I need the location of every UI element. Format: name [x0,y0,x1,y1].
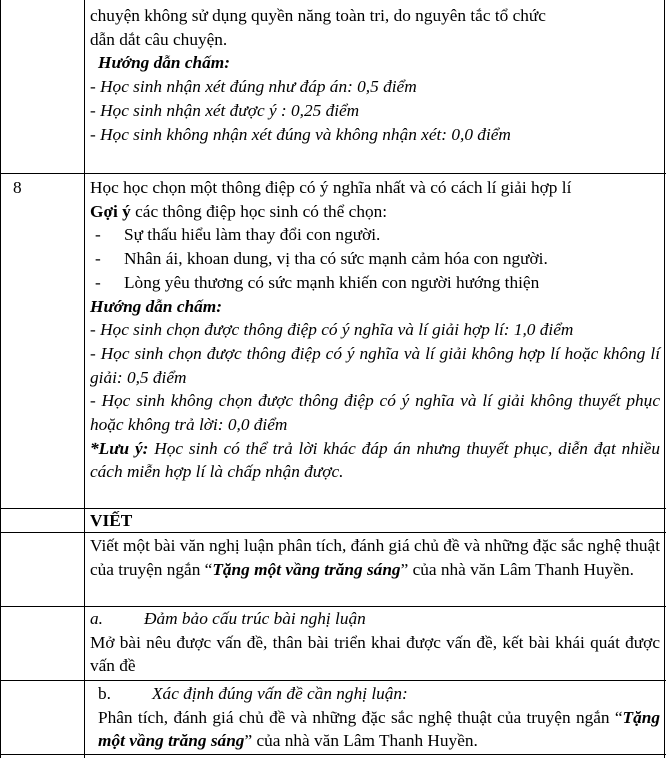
grading-criterion: - Học sinh nhận xét được ý : 0,25 điểm [90,100,360,120]
writing-task-text: ” của nhà văn Lâm Thanh Huyền. [400,559,634,579]
table-column-divider [84,0,85,758]
bullet-marker: - [95,249,101,269]
criterion-b-cell [90,682,660,753]
grading-criterion: - Học sinh nhận xét đúng như đáp án: 0,5 điểm [90,77,417,97]
writing-task-cell [90,534,660,581]
bullet-marker: - [95,225,101,245]
list-item-text: Lòng yêu thương có sức mạnh khiến con người hướng thiện [124,272,540,292]
question-intro: Học học chọn một thông điệp có ý nghĩa nhất và có cách lí giải hợp lí [90,178,572,197]
criterion-label: a. [90,609,103,628]
writing-task [90,534,660,581]
answer-cell-continuation [90,4,660,146]
criterion-a-cell [90,607,660,678]
hint-text: các thông điệp học sinh có thể chọn: [130,201,388,221]
table-border-left [0,0,1,758]
row-divider [0,173,666,174]
table-border-right [664,0,665,758]
grading-criterion: - Học sinh chọn được thông điệp có ý nghĩa và lí giải hợp lí: 1,0 điểm [90,320,574,340]
list-item [90,247,660,271]
question-number: 8 [13,178,22,197]
section-heading-cell [90,509,660,533]
answer-cell-question-8 [90,176,660,484]
note [90,437,660,484]
criterion-text-part: ” của nhà văn Lâm Thanh Huyền. [244,731,478,751]
list-item [90,271,660,295]
criterion-text [90,706,660,753]
hint-label: Gợi ý [90,201,131,221]
hint-line [90,200,660,224]
list-item-text: Nhân ái, khoan dung, vị tha có sức mạnh cảm hóa con người. [124,249,548,269]
row-divider [0,754,666,755]
criterion-text-part: Phân tích, đánh giá chủ đề và những đặc sắc nghệ thuật của truyện ngắn “ [98,707,623,727]
list-item-text: Sự thấu hiểu làm thay đổi con người. [124,225,381,245]
row-divider [0,680,666,681]
criterion-a-heading-line [90,607,660,631]
grading-guide-heading: Hướng dẫn chấm: [90,296,222,316]
story-title: Tặng một vầng trăng sáng [212,559,401,579]
criterion-heading: Đảm bảo cấu trúc bài nghị luận [144,609,366,628]
note-text: Học sinh có thể trả lời khác đáp án nhưng thuyết phục, diễn đạt nhiều cách miễn hợp lí là chấp nhận được. [90,438,660,482]
grading-criterion: - Học sinh chọn được thông điệp có ý nghĩa và lí giải không hợp lí hoặc không lí giải: 0,5 điểm [90,343,660,387]
grading-criterion: - Học sinh không chọn được thông điệp có ý nghĩa và lí giải không thuyết phục hoặc không trả lời: 0,0 điểm [90,391,660,435]
grading-criterion: - Học sinh không nhận xét đúng và không nhận xét: 0,0 điểm [90,124,511,144]
grading-guide-heading: Hướng dẫn chấm: [98,53,230,73]
criterion-heading: Xác định đúng vấn đề cần nghị luận: [152,684,408,703]
criterion-label: b. [98,684,111,703]
note-label: *Lưu ý: [90,438,149,458]
answer-text-line: chuyện không sử dụng quyền năng toàn tri, do nguyên tắc tổ chức [90,6,546,25]
writing-task-text: Viết một bài văn nghị luận phân tích, đánh giá chủ đề và những đặc sắc nghệ thuật của truyện ngắn “ [90,536,660,579]
bullet-marker: - [95,272,101,292]
story-title: Tặng một vầng trăng sáng [98,707,660,751]
section-heading: VIẾT [90,511,133,530]
answer-text-line: dẫn dắt câu chuyện. [90,29,228,49]
criterion-b-heading-line [90,682,660,706]
list-item [90,223,660,247]
criterion-text: Mở bài nêu được vấn đề, thân bài triển khai được vấn đề, kết bài khái quát được vấn đề [90,632,660,676]
